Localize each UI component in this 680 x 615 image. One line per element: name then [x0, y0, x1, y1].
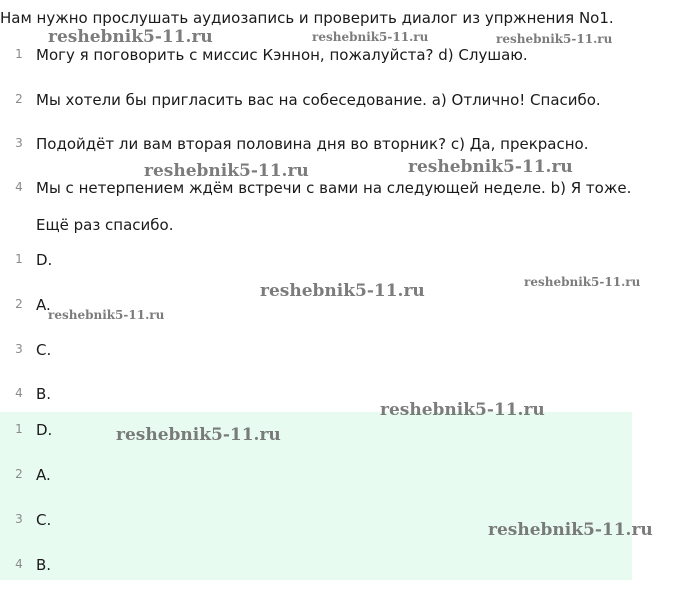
watermark: reshebnik5-11.ru — [48, 308, 165, 322]
answer-item — [0, 249, 680, 273]
answer-text: D. — [36, 251, 53, 269]
line-number: 2 — [15, 297, 23, 311]
watermark: reshebnik5-11.ru — [380, 400, 545, 420]
watermark: reshebnik5-11.ru — [496, 32, 613, 46]
dialog-item — [0, 89, 680, 113]
line-number: 4 — [15, 386, 23, 400]
watermark: reshebnik5-11.ru — [260, 281, 425, 301]
answer-item-highlighted — [0, 464, 680, 488]
line-number: 1 — [15, 252, 23, 266]
line-number: 4 — [15, 557, 23, 571]
page-title: Нам нужно прослушать аудиозапись и проверить диалог из упржнения No1. — [0, 9, 614, 27]
dialog-text: Мы хотели бы пригласить вас на собеседование. a) Отлично! Спасибо. — [36, 91, 601, 109]
answer-item-highlighted — [0, 554, 680, 578]
dialog-item — [0, 44, 680, 68]
dialog-item — [0, 133, 680, 157]
watermark: reshebnik5-11.ru — [488, 520, 653, 540]
line-number: 1 — [15, 47, 23, 61]
line-number: 3 — [15, 512, 23, 526]
answer-text: C. — [36, 511, 52, 529]
watermark: reshebnik5-11.ru — [116, 425, 281, 445]
continuation-text: Ещё раз спасибо. — [36, 216, 174, 234]
line-number: 3 — [15, 342, 23, 356]
line-number: 1 — [15, 422, 23, 436]
answer-text: A. — [36, 466, 51, 484]
answer-text: B. — [36, 556, 52, 574]
answer-text: D. — [36, 421, 53, 439]
dialog-continuation — [0, 214, 680, 238]
answer-item — [0, 383, 680, 407]
watermark: reshebnik5-11.ru — [312, 30, 429, 44]
line-number: 2 — [15, 467, 23, 481]
answer-text: B. — [36, 385, 52, 403]
answer-text: A. — [36, 296, 51, 314]
dialog-text: Мы с нетерпением ждём встречи с вами на следующей неделе. b) Я тоже. — [36, 179, 632, 197]
watermark: reshebnik5-11.ru — [524, 275, 641, 289]
answer-text: C. — [36, 341, 52, 359]
watermark: reshebnik5-11.ru — [408, 157, 573, 177]
line-number: 2 — [15, 92, 23, 106]
watermark: reshebnik5-11.ru — [48, 27, 213, 47]
answer-item-highlighted — [0, 419, 680, 443]
dialog-item — [0, 177, 680, 201]
dialog-text: Подойдёт ли вам вторая половина дня во вторник? c) Да, прекрасно. — [36, 135, 589, 153]
dialog-text: Могу я поговорить с миссис Кэннон, пожалуйста? d) Слушаю. — [36, 46, 528, 64]
answer-item — [0, 339, 680, 363]
watermark: reshebnik5-11.ru — [144, 161, 309, 181]
line-number: 3 — [15, 136, 23, 150]
line-number: 4 — [15, 180, 23, 194]
